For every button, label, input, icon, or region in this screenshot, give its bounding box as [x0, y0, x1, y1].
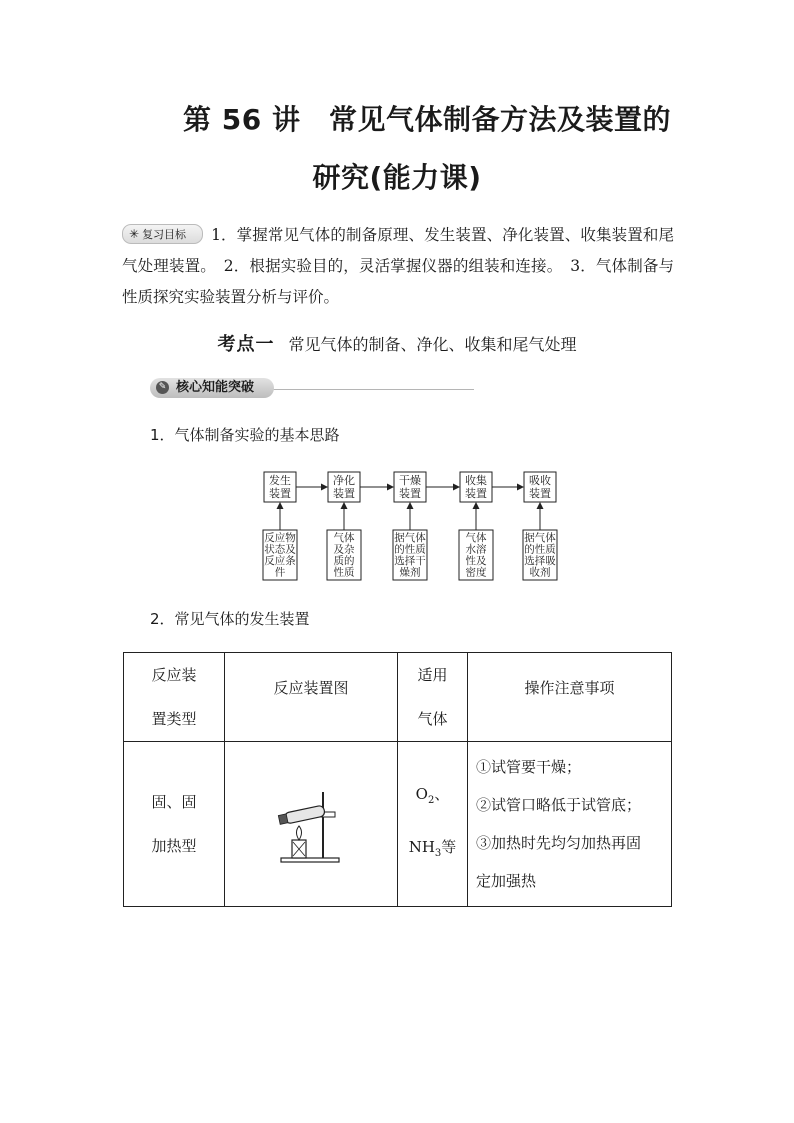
- flow-step-label: 装置: [529, 487, 551, 500]
- flow-basis-label: 质的: [333, 555, 355, 567]
- header-gas-line: 适用: [417, 666, 448, 684]
- header-notes: 操作注意事项: [468, 653, 672, 742]
- flow-basis-label: 气体: [465, 532, 487, 544]
- page-title-line2: 研究(能力课): [312, 161, 482, 194]
- gas-line-2: [398, 824, 467, 877]
- flow-step-label: 净化: [333, 474, 355, 487]
- flow-basis-label: 收剂: [529, 566, 551, 579]
- flow-step-label: 装置: [465, 487, 487, 500]
- flow-diagram: [256, 466, 566, 584]
- row-type-line: 加热型: [151, 837, 197, 855]
- flow-basis-label: 水溶: [465, 543, 487, 556]
- flow-heading: 1．气体制备实验的基本思路: [150, 426, 340, 444]
- flow-basis-label: 的性质: [394, 543, 426, 556]
- heating-apparatus-icon: [275, 786, 347, 866]
- flow-basis-label: 气体: [333, 532, 355, 544]
- flow-basis-label: 反应物: [264, 532, 296, 544]
- header-type: [124, 653, 225, 742]
- row-type: [124, 742, 225, 907]
- gas-o2: O: [415, 785, 428, 803]
- gas-o2-sub: 2: [427, 795, 435, 806]
- table-row: [124, 742, 672, 907]
- generation-table: [123, 652, 672, 907]
- banner-label: 核心知能突破: [176, 380, 255, 395]
- banner-divider: [262, 389, 474, 390]
- apparatus-cell: [225, 742, 398, 907]
- review-text: 1．掌握常见气体的制备原理、发生装置、净化装置、收集装置和尾气处理装置。 2．根据实验目的，灵活掌握仪器的组装和连接。 3．气体制备与性质探究实验装置分析与评价。: [122, 226, 674, 306]
- row-type-line: 固、固: [151, 793, 197, 811]
- flow-step-label: 吸收: [529, 474, 551, 487]
- flow-basis-label: 性质: [333, 566, 355, 579]
- flow-step-label: 发生: [269, 474, 291, 487]
- page-title-line1: 第 56 讲 常见气体制备方法及装置的: [183, 103, 671, 136]
- note-item: 定加强热: [476, 872, 537, 890]
- section-banner: [150, 378, 274, 398]
- gas-nh3-sub: 3: [434, 848, 442, 859]
- note-item: ①试管要干燥；: [476, 758, 582, 776]
- section-heading: [0, 330, 794, 356]
- checkmark-icon: ✎: [156, 381, 169, 394]
- note-item: ②试管口略低于试管底；: [476, 796, 642, 814]
- review-goals: [122, 220, 674, 313]
- flow-basis-label: 燥剂: [399, 566, 421, 579]
- gas-line-1: [398, 771, 467, 824]
- flow-basis-label: 件: [274, 566, 286, 579]
- flow-step-label: 装置: [333, 487, 355, 500]
- row-notes: [468, 742, 672, 907]
- flow-basis-label: 状态及: [264, 543, 296, 556]
- gas-sep: 、: [434, 785, 450, 803]
- generation-heading: 2．常见气体的发生装置: [150, 610, 310, 628]
- flow-basis-label: 据气体: [524, 532, 556, 544]
- flow-basis-label: 的性质: [524, 543, 556, 556]
- header-gas-line: 气体: [417, 710, 448, 728]
- flow-basis-label: 反应条: [264, 555, 296, 567]
- gas-etc: 等: [441, 838, 457, 856]
- header-diagram: 反应装置图: [225, 653, 398, 742]
- flow-basis-label: 密度: [465, 566, 487, 579]
- table-header-row: [124, 653, 672, 742]
- flow-step-label: 干燥: [399, 474, 421, 487]
- flow-step-label: 收集: [465, 474, 487, 487]
- header-gas: [398, 653, 468, 742]
- flow-basis-label: 据气体: [394, 532, 426, 544]
- gas-nh3: NH: [408, 838, 435, 856]
- review-badge-label: 复习目标: [142, 228, 187, 241]
- flow-basis-label: 性及: [465, 555, 487, 567]
- section-number: 考点一: [217, 334, 275, 355]
- sparkle-icon: ✳: [129, 227, 140, 241]
- header-type-line: 置类型: [151, 710, 197, 728]
- note-item: ③加热时先均匀加热再固: [476, 834, 642, 852]
- flow-basis-label: 及杂: [333, 543, 355, 556]
- flow-step-label: 装置: [269, 487, 291, 500]
- flow-basis-label: 选择干: [394, 555, 426, 567]
- row-gas: [398, 742, 468, 907]
- review-badge: [122, 224, 203, 244]
- header-type-line: 反应装: [151, 666, 197, 684]
- section-title: 常见气体的制备、净化、收集和尾气处理: [288, 335, 577, 354]
- flow-basis-label: 选择吸: [524, 555, 556, 567]
- flow-step-label: 装置: [399, 487, 421, 500]
